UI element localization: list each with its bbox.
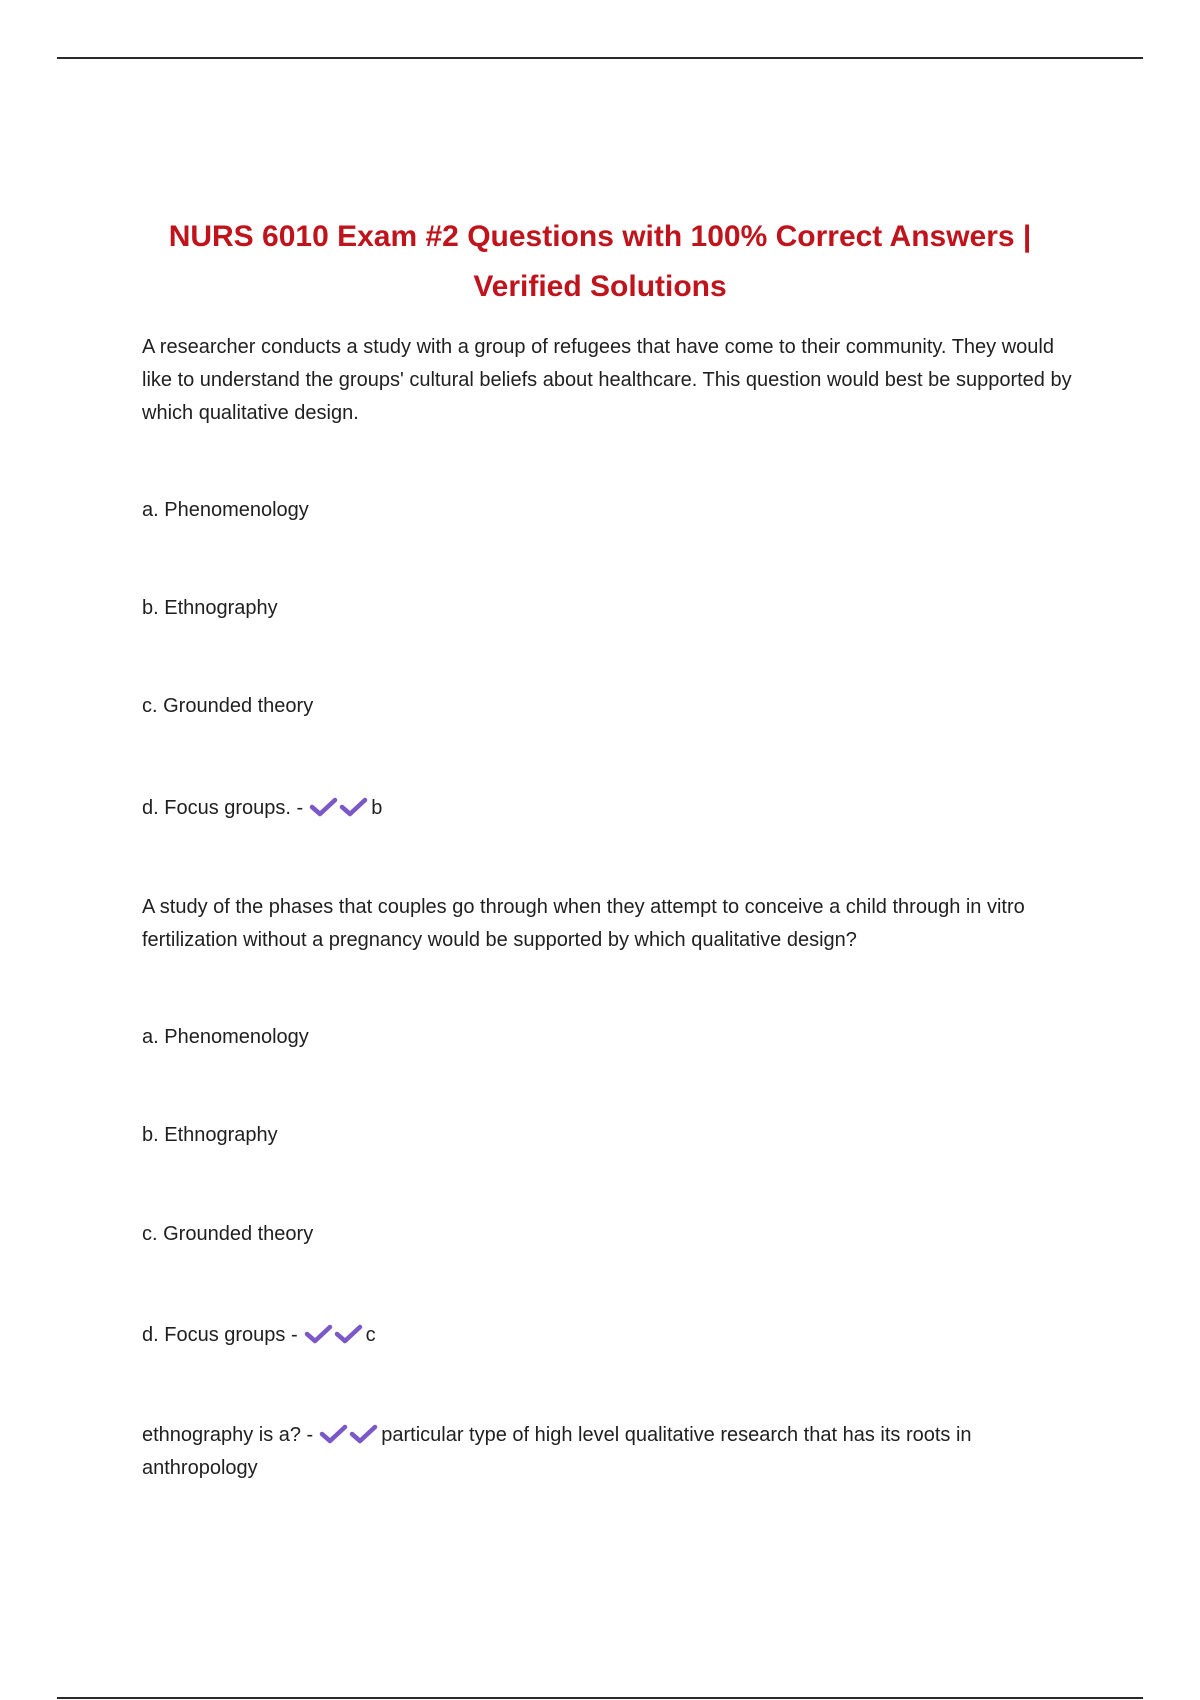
question-2-option-c: c. Grounded theory [142, 1223, 314, 1245]
check-icon [304, 1323, 334, 1345]
question-2-answer: c [365, 1324, 376, 1346]
bottom-rule [57, 1697, 1143, 1699]
check-icon [339, 796, 369, 818]
double-check-icon [309, 792, 369, 825]
question-1-option-b: b. Ethnography [142, 597, 278, 619]
check-icon [349, 1423, 379, 1445]
question-2-stem: A study of the phases that couples go through when they attempt to conceive a child through in vitro fertilization without a pregnancy would be supported by which qualitative design? [142, 896, 1025, 951]
question-3-answer: particular type of high level qualitative research that has its roots in anthropology [142, 1424, 972, 1479]
question-1-option-c: c. Grounded theory [142, 695, 314, 717]
question-1-option-a: a. Phenomenology [142, 499, 309, 521]
check-icon [319, 1423, 349, 1445]
double-check-icon [304, 1319, 364, 1352]
check-icon [334, 1323, 364, 1345]
question-1-answer: b [371, 797, 383, 819]
question-1-option-d: d. Focus groups. - [142, 797, 304, 819]
question-2-option-b: b. Ethnography [142, 1124, 278, 1146]
question-1-option-d-row [142, 792, 1072, 825]
double-check-icon [319, 1419, 379, 1452]
question-3-row [142, 1419, 1072, 1485]
question-2-option-d-row [142, 1319, 1072, 1352]
question-1-stem: A researcher conducts a study with a group of refugees that have come to their community. They would like to understand the groups' cultural beliefs about healthcare. This question would best be supported by which qualitative design. [142, 336, 1072, 424]
check-icon [309, 796, 339, 818]
question-2-option-a: a. Phenomenology [142, 1026, 309, 1048]
document-title: NURS 6010 Exam #2 Questions with 100% Correct Answers | Verified Solutions [168, 220, 1032, 303]
question-2-option-d: d. Focus groups - [142, 1324, 298, 1346]
question-3-stem: ethnography is a? - [142, 1424, 314, 1446]
top-rule [57, 57, 1143, 59]
